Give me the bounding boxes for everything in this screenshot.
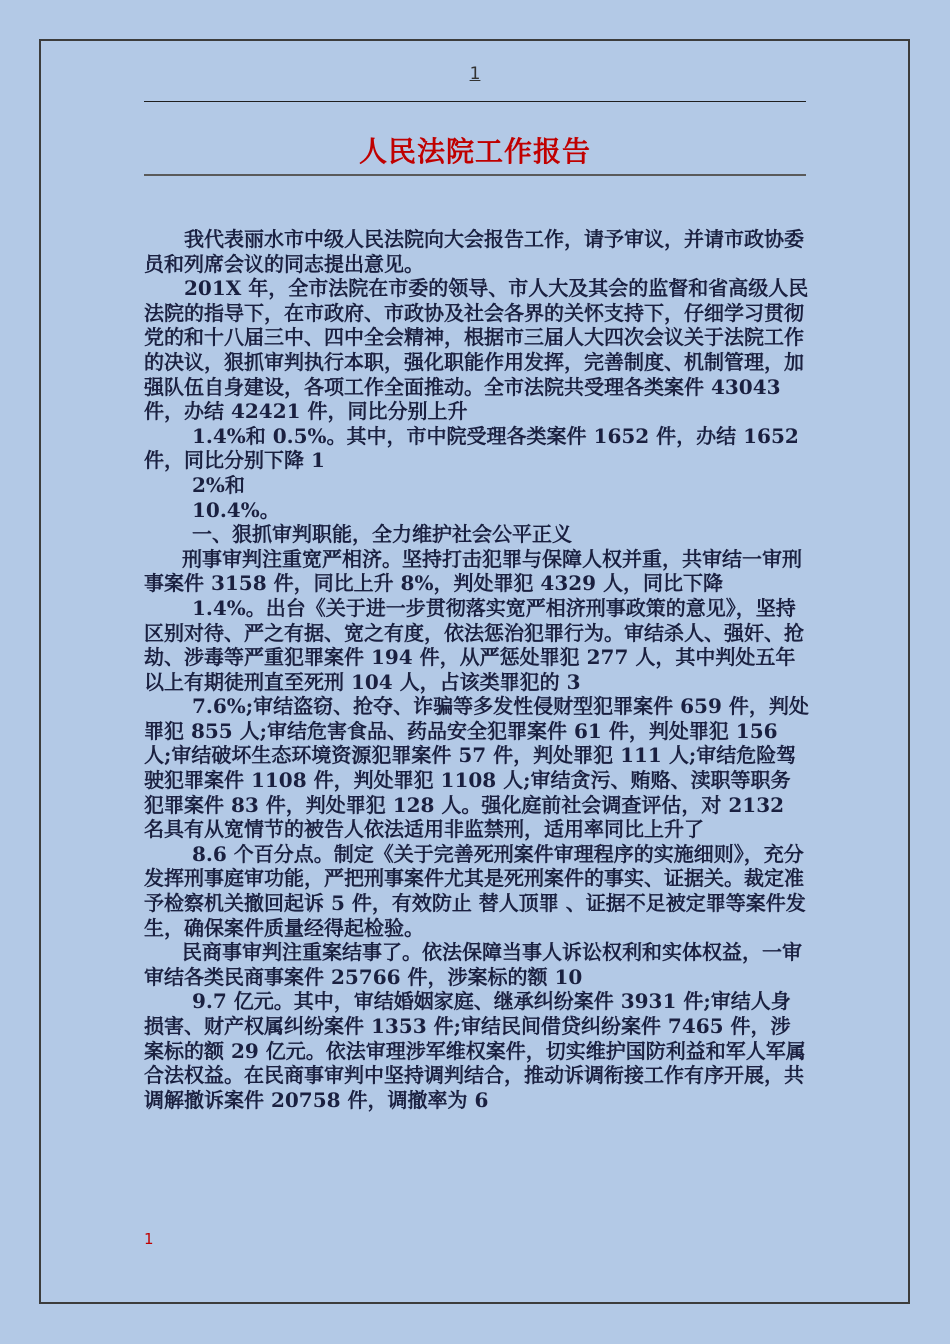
paragraph: 9.7 亿元。其中，审结婚姻家庭、继承纠纷案件 3931 件;审结人身损害、财产权属纠纷案件 1353 件;审结民间借贷纠纷案件 7465 件，涉案标的额 29 亿元。依法审理涉军维权案件，切实维护国防利益和军人军属合法权益。在民商事审判中坚持调判结合，推动诉调衔接工作有序开展，共调解撤诉案件 20758 件，调撤率为 6 [144,989,806,1112]
paragraph: 刑事审判注重宽严相济。坚持打击犯罪与保障人权并重，共审结一审刑事案件 3158 件，同比上升 8%，判处罪犯 4329 人，同比下降 [144,546,802,596]
paragraph: 民商事审判注重案结事了。依法保障当事人诉讼权利和实体权益，一审审结各类民商事案件 25766 件，涉案标的额 10 [144,940,802,989]
title-rule [144,174,806,176]
paragraph: 201X 年，全市法院在市委的领导、市人大及其会的监督和省高级人民法院的指导下，在市政府、市政协及社会各界的关怀支持下，仔细学习贯彻党的和十八届三中、四中全会精神，根据市三届人大四次会议关于法院工作的决议，狠抓审判执行本职，强化职能作用发挥，完善制度、机制管理，加强队伍自身建设，各项工作全面推动。全市法院共受理各类案件 43043 件，办结 42421 件，同比分别上升 [144,276,809,424]
paragraph: 1.4%和 0.5%。其中，市中院受理各类案件 1652 件，办结 1652 件，同比分别下降 1 [144,423,799,473]
document-title: 人民法院工作报告 [358,135,591,168]
paragraph: 我代表丽水市中级人民法院向大会报告工作，请予审议，并请市政协委员和列席会议的同志提出意见。 [144,227,804,276]
header-page-number: 1 [469,64,481,84]
paragraph: 8.6 个百分点。制定《关于完善死刑案件审理程序的实施细则》，充分发挥刑事庭审功能，严把刑事案件尤其是死刑案件的事实、证据关。裁定准予检察机关撤回起诉 5 件，有效防止 替人顶罪 、证据不足被定罪等案件发生，确保案件质量经得起检验。 [144,841,806,940]
paragraph: 10.4%。 [192,497,280,522]
paragraph: 2%和 [192,472,245,497]
header-rule [144,101,806,102]
footer-page-number: 1 [144,1230,154,1248]
section-heading: 一、狠抓审判职能，全力维护社会公平正义 [192,522,572,547]
paragraph: 1.4%。出台《关于进一步贯彻落实宽严相济刑事政策的意见》，坚持区别对待、严之有据、宽之有度，依法惩治犯罪行为。审结杀人、强奸、抢劫、涉毒等严重犯罪案件 194 件，从严惩处罪犯 277 人，其中判处五年以上有期徒刑直至死刑 104 人，占该类罪犯的 3 [144,595,804,694]
document-body [144,227,809,1112]
paragraph: 7.6%;审结盗窃、抢夺、诈骗等多发性侵财型犯罪案件 659 件，判处罪犯 855 人;审结危害食品、药品安全犯罪案件 61 件，判处罪犯 156 人;审结破坏生态环境资源犯罪案件 57 件，判处罪犯 111 人;审结危险驾驶犯罪案件 1108 件，判处罪犯 1108 人;审结贪污、贿赂、渎职等职务犯罪案件 83 件，判处罪犯 128 人。强化庭前社会调查评估，对 2132 名具有从宽情节的被告人依法适用非监禁刑，适用率同比上升了 [144,694,809,842]
